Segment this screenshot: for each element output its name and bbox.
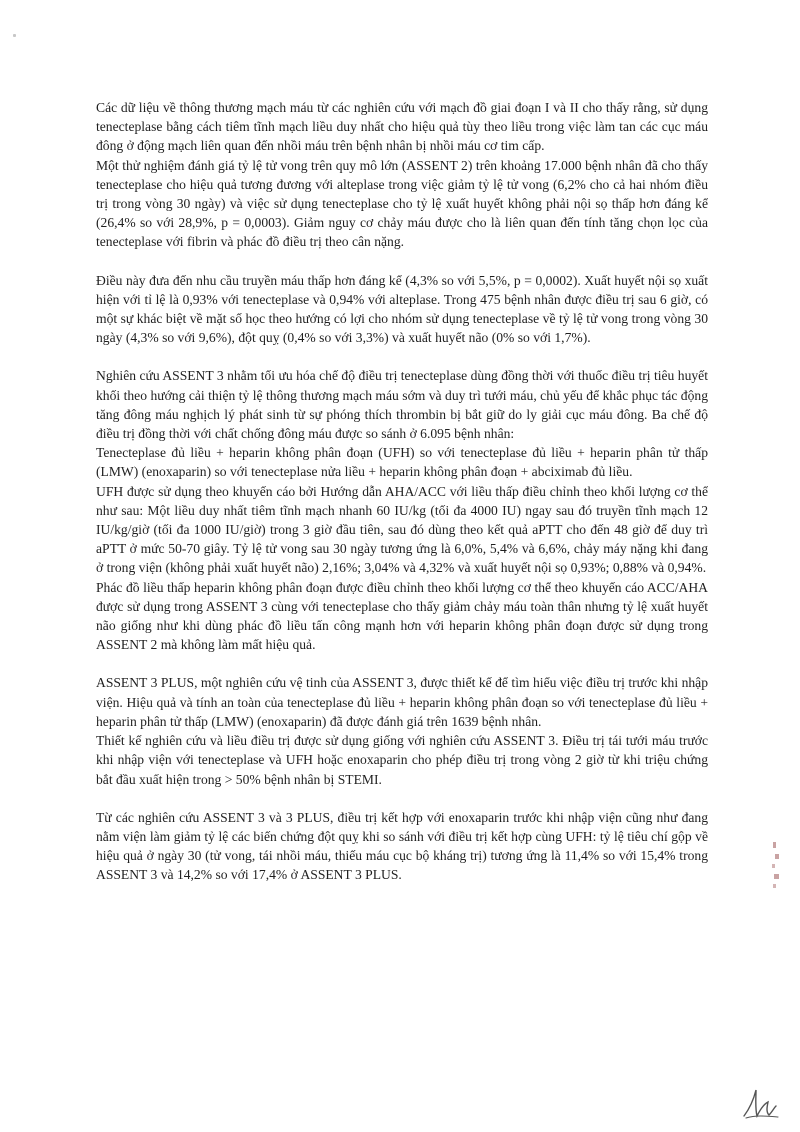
paragraph: Từ các nghiên cứu ASSENT 3 và 3 PLUS, điều trị kết hợp với enoxaparin trước khi nhập viện cũng như đang nằm viện làm giảm tỷ lệ các biến chứng đột quỵ khi so sánh với điều trị kết hợp cùng UFH: tỷ lệ tiêu chí gộp về hiệu quả ở ngày 30 (tử vong, tái nhồi máu, thiếu máu cục bộ kháng trị) tương ứng là 11,4% so với 15,4% trong ASSENT 3 và 14,2% so với 17,4% ở ASSENT 3 PLUS. xyxy=(96,809,708,883)
paragraph: Nghiên cứu ASSENT 3 nhằm tối ưu hóa chế độ điều trị tenecteplase dùng đồng thời với thuốc điều trị tiêu huyết khối theo hướng cải thiện tỷ lệ thông thương mạch máu sớm và duy trì tưới máu, chủ yếu để khắc phục tác động tăng đông máu nghịch lý phát sinh từ sự phóng thích thrombin bị bắt giữ do ly giải cục máu đông. Ba chế độ điều trị đồng thời với chất chống đông máu được so sánh ở 6.095 bệnh nhân: xyxy=(96,368,708,442)
signature-mark xyxy=(738,1086,782,1122)
paragraph: Các dữ liệu về thông thương mạch máu từ các nghiên cứu với mạch đồ giai đoạn I và II cho thấy rằng, sử dụng tenecteplase bằng cách tiêm tĩnh mạch liều duy nhất cho hiệu quả tùy theo liều trong việc làm tan các cục máu đông ở động mạch liên quan đến nhồi máu trên bệnh nhân bị nhồi máu cơ tim cấp. xyxy=(96,100,708,154)
paragraph: Tenecteplase đủ liều + heparin không phân đoạn (UFH) so với tenecteplase đủ liều + heparin phân tử thấp (LMW) (enoxaparin) so với tenecteplase nửa liều + heparin không phân đoạn + abciximab đủ liều. xyxy=(96,445,708,480)
paragraph: Thiết kế nghiên cứu và liều điều trị được sử dụng giống với nghiên cứu ASSENT 3. Điều trị tái tưới máu trước khi nhập viện với tenecteplase và UFH hoặc enoxaparin cho phép điều trị trong vòng 2 giờ từ khi triệu chứng bắt đầu xuất hiện trong > 50% bệnh nhân bị STEMI. xyxy=(96,733,708,787)
paragraph: Một thử nghiệm đánh giá tỷ lệ tử vong trên quy mô lớn (ASSENT 2) trên khoảng 17.000 bệnh nhân đã cho thấy tenecteplase cho hiệu quả tương đương với alteplase trong việc giảm tỷ lệ tử vong (6,2% cho cả hai nhóm điều trị trong vòng 30 ngày) và việc sử dụng tenecteplase cho tỷ lệ xuất huyết không phải nội sọ thấp hơn đáng kể (26,4% so với 28,9%, p = 0,0003). Giảm nguy cơ chảy máu được cho là liên quan đến tính tăng chọn lọc của tenecteplase với fibrin và phác đồ điều trị theo cân nặng. xyxy=(96,157,708,250)
paragraph: ASSENT 3 PLUS, một nghiên cứu vệ tinh của ASSENT 3, được thiết kế để tìm hiểu việc điều trị trước khi nhập viện. Hiệu quả và tính an toàn của tenecteplase đủ liều + heparin không phân đoạn so với tenecteplase đủ liều + heparin phân tử thấp (LMW) (enoxaparin) đã được đánh giá trên 1639 bệnh nhân. xyxy=(96,675,708,729)
paragraph: UFH được sử dụng theo khuyến cáo bởi Hướng dẫn AHA/ACC với liều thấp điều chỉnh theo khối lượng cơ thể như sau: Một liều duy nhất tiêm tĩnh mạch nhanh 60 IU/kg (tối đa 4000 IU) ngay sau đó truyền tĩnh mạch 12 IU/kg/giờ (tối đa 1000 IU/giờ) trong 3 giờ đầu tiên, sau đó dùng theo kết quả aPTT cho đến 48 giờ để duy trì aPTT ở mức 50-70 giây. Tỷ lệ tử vong sau 30 ngày tương ứng là 6,0%, 5,4% và 6,6%, chảy máy nặng khi đang ở trong viện (không phải xuất huyết não) 2,16%; 3,04% và 4,32% và xuất huyết nội sọ 0,93%; 0,88% và 0,94%. xyxy=(96,483,708,576)
scan-speck xyxy=(13,34,16,37)
document-body xyxy=(96,98,708,885)
scan-artifact xyxy=(770,840,782,890)
paragraph: Điều này đưa đến nhu cầu truyền máu thấp hơn đáng kể (4,3% so với 5,5%, p = 0,0002). Xuất huyết nội sọ xuất hiện với tỉ lệ là 0,93% với tenecteplase và 0,94% với alteplase. Trong 475 bệnh nhân được điều trị sau 6 giờ, có một sự khác biệt về mặt số học theo hướng có lợi cho nhóm sử dụng tenecteplase về tỷ lệ tử vong trong vòng 30 ngày (4,3% so với 9,6%), đột quỵ (0,4% so với 3,3%) và xuất huyết não (0% so với 1,7%). xyxy=(96,272,708,346)
paragraph: Phác đồ liều thấp heparin không phân đoạn được điều chỉnh theo khối lượng cơ thể theo khuyến cáo ACC/AHA được sử dụng trong ASSENT 3 cùng với tenecteplase cho thấy giảm chảy máu toàn thân nhưng tỷ lệ xuất huyết não giống như khi dùng phác đồ liều tấn công mạnh hơn với heparin không phân đoạn được sử dụng trong ASSENT 2 mà không làm mất hiệu quả. xyxy=(96,579,708,653)
